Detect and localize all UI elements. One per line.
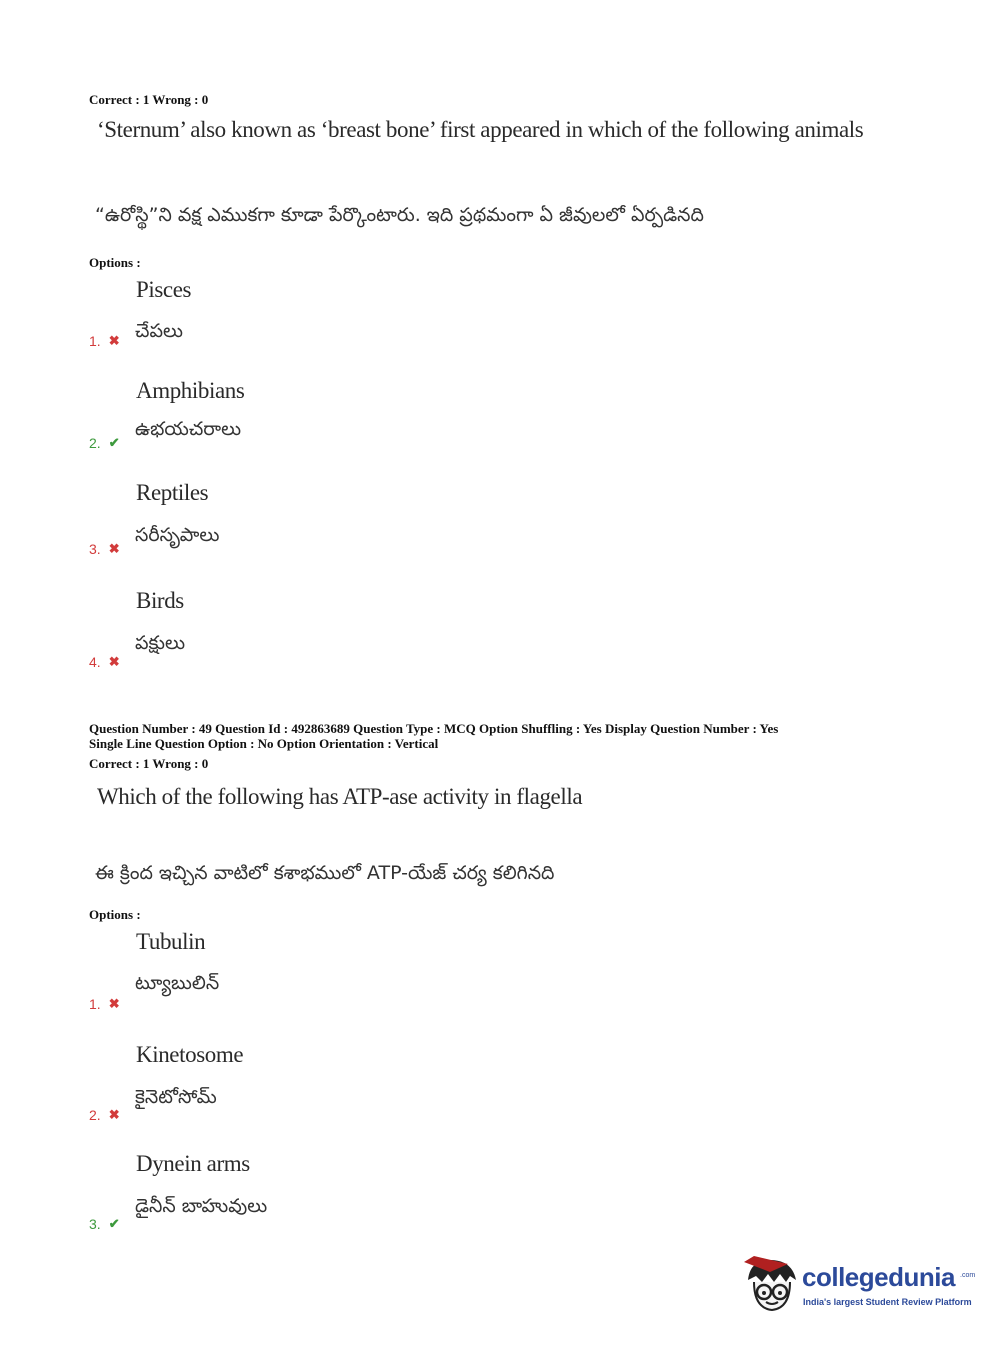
option-number-label: 3. [89, 1216, 101, 1232]
logo-tagline: India's largest Student Review Platform [803, 1297, 972, 1307]
cross-icon: ✖ [108, 333, 120, 348]
question-text-en: Which of the following has ATP-ase activity in flagella [97, 784, 583, 809]
question-meta-line: Question Number : 49 Question Id : 492863689 Question Type : MCQ Option Shuffling : Yes Display Question Number : Yes [89, 721, 779, 736]
option-number-label: 2. [89, 435, 101, 451]
option-text-te: పక్షులు [135, 632, 186, 654]
option-number [89, 1216, 120, 1232]
option-text-en: Tubulin [136, 929, 206, 954]
option-text-te: చేపలు [135, 320, 183, 342]
cross-icon: ✖ [108, 541, 120, 556]
option-text-en: Kinetosome [136, 1042, 244, 1067]
option-number-label: 3. [89, 541, 101, 557]
checkmark-icon: ✔ [108, 1216, 120, 1231]
score-line: Correct : 1 Wrong : 0 [89, 92, 209, 107]
mascot-icon [740, 1250, 802, 1320]
option-number [89, 654, 120, 670]
cross-icon: ✖ [108, 996, 120, 1011]
option-text-en: Birds [136, 588, 184, 613]
question-meta-line: Single Line Question Option : No Option Orientation : Vertical [89, 736, 439, 751]
option-text-en: Reptiles [136, 480, 209, 505]
option-number-label: 4. [89, 654, 101, 670]
question-text-en: ‘Sternum’ also known as ‘breast bone’ first appeared in which of the following animals [97, 117, 864, 142]
option-text-te: డైనీన్ బాహువులు [135, 1195, 268, 1217]
options-heading: Options : [89, 907, 141, 922]
option-number-label: 2. [89, 1107, 101, 1123]
logo-domain: .com [960, 1272, 976, 1279]
option-text-te: ఉభయచరాలు [135, 418, 242, 440]
options-heading: Options : [89, 255, 141, 270]
option-number [89, 435, 120, 451]
option-number-label: 1. [89, 333, 101, 349]
collegedunia-logo [740, 1250, 976, 1320]
option-number [89, 1107, 120, 1123]
cross-icon: ✖ [108, 654, 120, 669]
option-number [89, 333, 120, 349]
option-text-te: ట్యూబులిన్ [135, 972, 220, 994]
option-number-label: 1. [89, 996, 101, 1012]
option-text-te: సరీసృపాలు [135, 524, 220, 546]
logo-wordmark: collegedunia [802, 1262, 955, 1292]
cross-icon: ✖ [108, 1107, 120, 1122]
option-text-te: కైనెటోసోమ్ [135, 1086, 217, 1108]
option-number [89, 541, 120, 557]
option-text-en: Pisces [136, 277, 192, 302]
question-text-te: “ఉరోస్థి”ని వక్ష ఎముకగా కూడా పేర్కొంటారు. ఇది ప్రథమంగా ఏ జీవులలో ఏర్పడినది [95, 204, 704, 226]
checkmark-icon: ✔ [108, 435, 120, 450]
option-text-en: Dynein arms [136, 1151, 250, 1176]
option-number [89, 996, 120, 1012]
question-text-te: ఈ క్రింద ఇచ్చిన వాటిలో కశాభములో ATP-యేజ్ చర్య కలిగినది [95, 862, 555, 884]
option-text-en: Amphibians [136, 378, 245, 403]
score-line: Correct : 1 Wrong : 0 [89, 756, 209, 771]
